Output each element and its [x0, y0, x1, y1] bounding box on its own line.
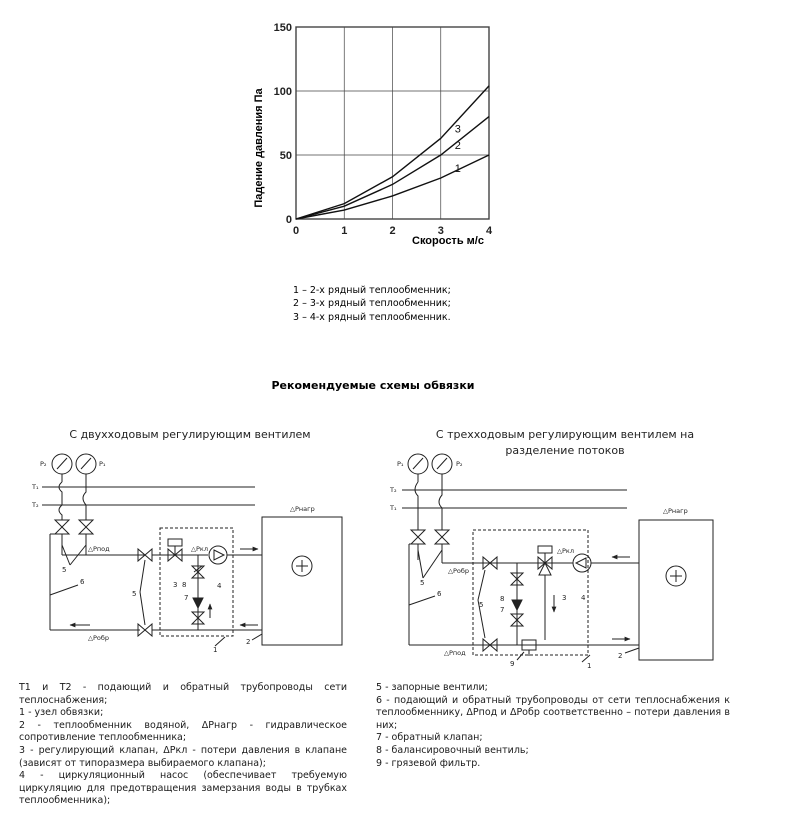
label-5-right-a: 5	[420, 579, 425, 587]
label-t2: T₂	[32, 501, 39, 509]
label-dp-kl-left: △Pкл	[191, 545, 208, 553]
label-6-right: 6	[437, 590, 442, 598]
label-1-left: 1	[213, 646, 218, 654]
chart-y-tick-label: 0	[285, 214, 292, 226]
pressure-gauge-p2	[52, 454, 72, 482]
chart-x-tick-label: 2	[389, 225, 396, 237]
control-valve	[168, 539, 182, 561]
chart-legend-item-2: 2 – 3-х рядный теплообменник;	[293, 298, 451, 309]
label-3-right: 3	[562, 594, 567, 602]
label-dp-nagr-left: △Pнагр	[290, 505, 315, 513]
section-title: Рекомендуемые схемы обвязки	[271, 379, 475, 392]
legend-left	[19, 682, 347, 808]
label-5-right-b: 5	[479, 601, 484, 609]
label-7-right: 7	[500, 606, 505, 614]
chart-x-tick-label: 0	[292, 225, 300, 237]
scheme-left-title: С двухходовым регулирующим вентилем	[69, 428, 311, 441]
check-valve-right	[512, 600, 522, 610]
chart-y-tick-label: 100	[273, 86, 292, 98]
scheme-right-title-line1: С трехходовым регулирующим вентилем на	[435, 428, 695, 441]
legend-right-item: 8 - балансировочный вентиль;	[376, 744, 529, 756]
label-4-right: 4	[581, 594, 586, 602]
chart-y-tick-label: 150	[273, 22, 292, 34]
label-5-left-a: 5	[62, 566, 67, 574]
label-5-left-b: 5	[132, 590, 137, 598]
check-valve-left	[193, 598, 203, 608]
label-p2-right: P₂	[456, 460, 463, 468]
label-dp-kl-right: △Pкл	[557, 547, 574, 555]
legend-left-item: 1 - узел обвязки;	[19, 707, 104, 719]
legend-left-item: 4 - циркуляционный насос (обеспечивает требуемую циркуляцию для предотвращения замерзания воды в трубках теплообменника);	[19, 770, 347, 807]
chart-x-tick-label: 1	[341, 225, 348, 237]
label-dp-obr-right: △Pобр	[448, 567, 470, 575]
chart-x-tick-label: 4	[485, 225, 493, 237]
label-2-right: 2	[618, 652, 623, 660]
legend-left-item: 3 - регулирующий клапан, ΔPкл - потери давления в клапане (зависят от типоразмера выбираемого клапана);	[19, 744, 347, 769]
label-3-left: 3	[173, 581, 178, 589]
scheme-two-way-valve	[31, 428, 342, 654]
pressure-drop-chart	[253, 22, 493, 247]
legend-left-item: 2 - теплообменник водяной, ΔPнагр - гидравлическое сопротивление теплообменника;	[19, 719, 347, 744]
heat-exchanger-left	[262, 517, 342, 645]
shutoff-valve-right-a	[411, 530, 425, 544]
label-dp-pod: △Pпод	[88, 545, 110, 553]
label-p2: P₂	[40, 460, 47, 468]
chart-series-label-3: 3	[454, 123, 461, 136]
legend-right-item: 5 - запорные вентили;	[376, 682, 488, 693]
chart-series-label-2: 2	[454, 140, 461, 152]
label-6-left: 6	[80, 578, 85, 586]
label-t1: T₁	[32, 483, 39, 491]
legend-right	[376, 682, 730, 770]
pressure-gauge-p1	[76, 454, 96, 482]
label-t1-right: T₁	[390, 504, 397, 512]
strainer-filter	[522, 640, 536, 656]
label-dp-obr: △Pобр	[88, 634, 110, 642]
chart-y-axis-label: Падение давления Па	[253, 88, 265, 208]
shutoff-valve-return	[138, 624, 152, 636]
label-p1-right: P₁	[397, 460, 404, 468]
chart-series-label-1: 1	[454, 163, 461, 176]
label-t2-right: T₂	[390, 486, 397, 494]
label-p1: P₁	[99, 460, 106, 468]
shutoff-valve-top-right	[79, 520, 93, 534]
label-4-left: 4	[217, 582, 222, 590]
label-9-right: 9	[510, 660, 515, 668]
chart-legend-item-3: 3 – 4-х рядный теплообменник.	[293, 312, 451, 323]
legend-right-item: 7 - обратный клапан;	[376, 732, 483, 744]
scheme-three-way-valve	[389, 428, 713, 670]
pressure-gauge-p2-right	[432, 454, 452, 482]
chart-legend-item-1: 1 – 2-х рядный теплообменник;	[293, 285, 451, 296]
three-way-control-valve	[538, 546, 552, 575]
shutoff-valve-right-b	[435, 530, 449, 544]
legend-right-item: 9 - грязевой фильтр.	[376, 757, 481, 769]
legend-right-item: 6 - подающий и обратный трубопроводы от сети теплоснабжения к теплообменнику, ΔPпод и ΔPобр соответственно – потери давления в них;	[376, 694, 730, 731]
scheme-right-title-line2: разделение потоков	[505, 444, 625, 457]
label-7-left: 7	[184, 594, 189, 602]
label-dp-nagr-right: △Pнагр	[663, 507, 688, 515]
heat-exchanger-right	[639, 520, 713, 660]
chart-y-tick-label: 50	[279, 150, 292, 162]
chart-x-tick-label: 3	[437, 225, 444, 237]
chart-x-axis-label: Скорость м/с	[412, 235, 484, 247]
label-8-left: 8	[182, 581, 187, 589]
label-1-right: 1	[587, 662, 592, 670]
label-8-right: 8	[500, 595, 505, 603]
legend-left-item: T1 и T2 - подающий и обратный трубопроводы сети теплоснабжения;	[19, 682, 347, 706]
pressure-gauge-p1-right	[408, 454, 428, 482]
label-2-left: 2	[246, 638, 251, 646]
circulation-pump	[209, 546, 227, 564]
shutoff-valve-top-left	[55, 520, 69, 534]
label-dp-pod-right: △Pпод	[444, 649, 466, 657]
